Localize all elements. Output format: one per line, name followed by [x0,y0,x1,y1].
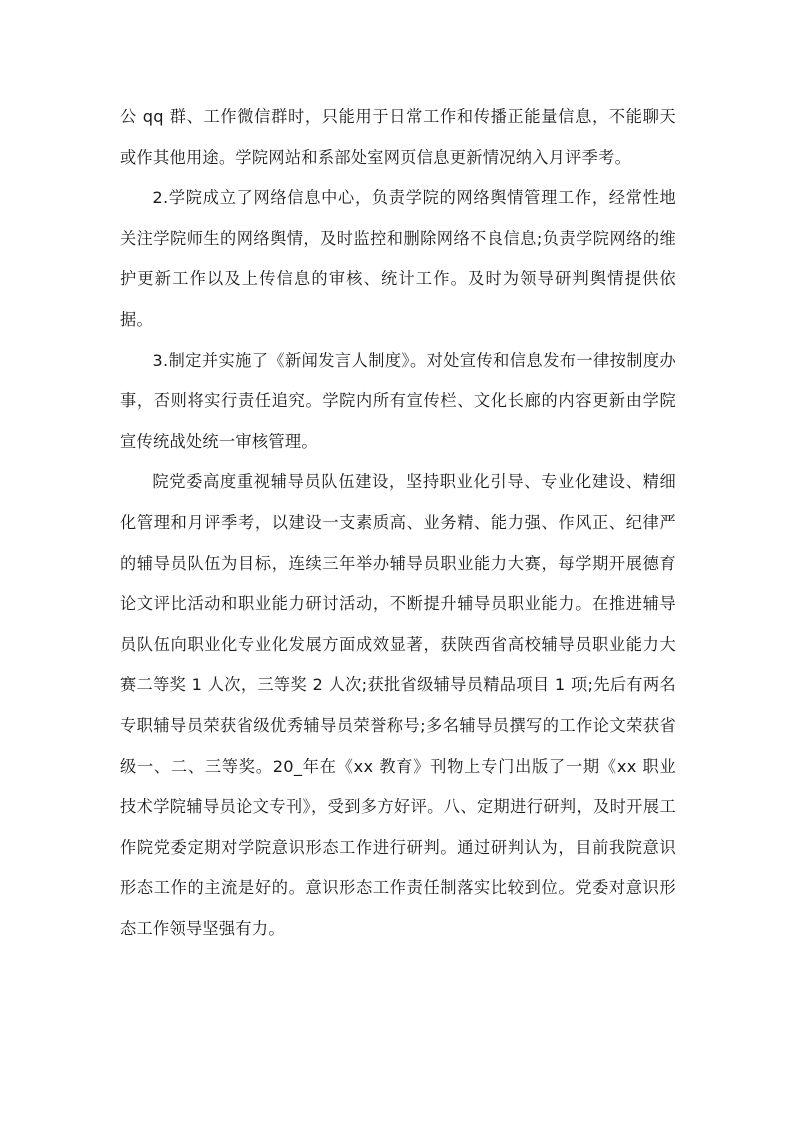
document-body [120,97,676,949]
paragraph-continuation: 公 qq 群、工作微信群时，只能用于日常工作和传播正能量信息，不能聊天或作其他用途。学院网站和系部处室网页信息更新情况纳入月评季考。 [120,107,676,167]
paragraph-counselor-team: 院党委高度重视辅导员队伍建设，坚持职业化引导、专业化建设、精细化管理和月评季考，以建设一支素质高、业务精、能力强、作风正、纪律严的辅导员队伍为目标，连续三年举办辅导员职业能力大赛，每学期开展德育论文评比活动和职业能力研讨活动，不断提升辅导员职业能力。在推进辅导员队伍向职业化专业化发展方面成效显著，获陕西省高校辅导员职业能力大赛二等奖 1 人次，三等奖 2 人次;获批省级辅导员精品项目 1 项;先后有两名专职辅导员荣获省级优秀辅导员荣誉称号;多名辅导员撰写的工作论文荣获省级一、二、三等奖。20_年在《xx 教育》刊物上专门出版了一期《xx 职业技术学院辅导员论文专刊》，受到多方好评。八、定期进行研判，及时开展工作院党委定期对学院意识形态工作进行研判。通过研判认为，目前我院意识形态工作的主流是好的。意识形态工作责任制落实比较到位。党委对意识形态工作领导坚强有力。 [120,472,676,938]
paragraph-spokesperson-system: 3.制定并实施了《新闻发言人制度》。对处宣传和信息发布一律按制度办事，否则将实行责任追究。学院内所有宣传栏、文化长廊的内容更新由学院宣传统战处统一审核管理。 [120,350,676,451]
paragraph-network-center: 2.学院成立了网络信息中心，负责学院的网络舆情管理工作，经常性地关注学院师生的网络舆情，及时监控和删除网络不良信息;负责学院网络的维护更新工作以及上传信息的审核、统计工作。及时为领导研判舆情提供依据。 [120,188,676,329]
